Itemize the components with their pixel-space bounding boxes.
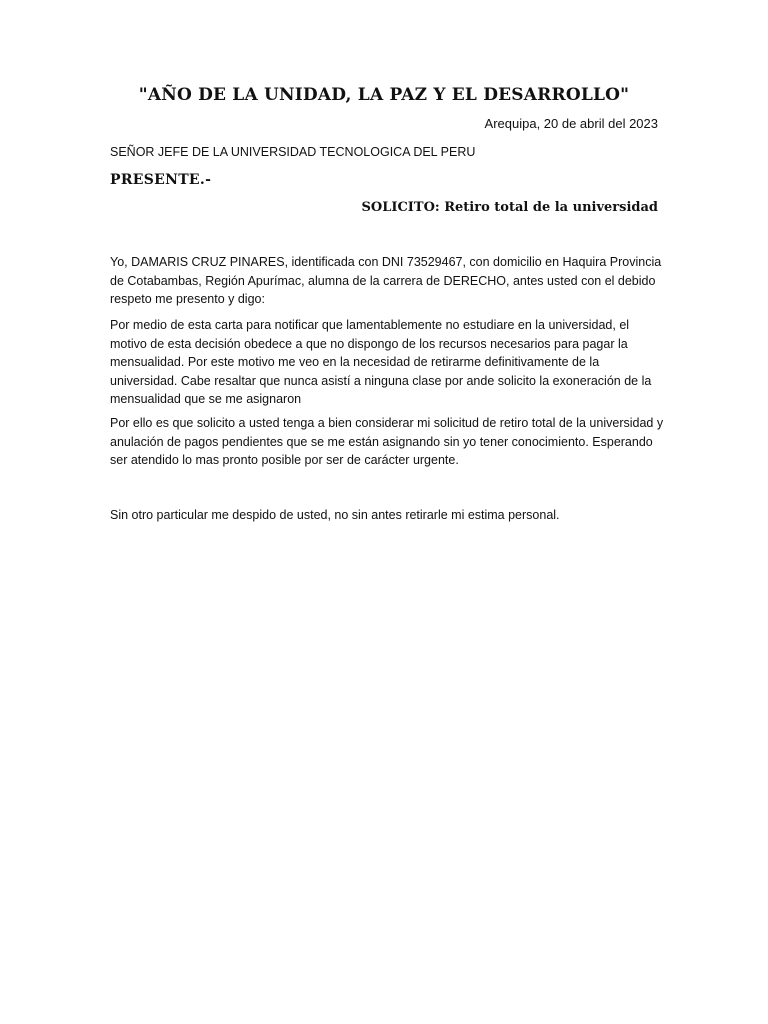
- year-title: "AÑO DE LA UNIDAD, LA PAZ Y EL DESARROLLO": [138, 85, 630, 105]
- subject-line: SOLICITO: Retiro total de la universidad: [361, 200, 658, 215]
- place-date: Arequipa, 20 de abril del 2023: [484, 116, 658, 131]
- presente-heading: PRESENTE.-: [110, 172, 212, 188]
- addressee: SEÑOR JEFE DE LA UNIVERSIDAD TECNOLOGICA DEL PERU: [110, 145, 476, 159]
- paragraph-closing: Sin otro particular me despido de usted, no sin antes retirarle mi estima personal.: [110, 508, 560, 522]
- paragraph-introduction: Yo, DAMARIS CRUZ PINARES, identificada con DNI 73529467, con domicilio en Haquira Provincia de Cotabambas, Región Apurímac, alumna de la carrera de DERECHO, antes usted con el debido respeto me presento y digo:: [110, 255, 662, 306]
- paragraph-request: Por ello es que solicito a usted tenga a bien considerar mi solicitud de retiro total de la universidad y anulación de pagos pendientes que se me están asignando sin yo tener conocimiento. Esperando ser atendido lo mas pronto posible por ser de carácter urgente.: [110, 416, 664, 467]
- paragraph-reason: Por medio de esta carta para notificar que lamentablemente no estudiare en la universidad, el motivo de esta decisión obedece a que no dispongo de los recursos necesarios para pagar la mensualidad. Por este motivo me veo en la necesidad de retirarme definitivamente de la universidad. Cabe resaltar que nunca asistí a ninguna clase por ande solicito la exoneración de la mensualidad que se me asignaron: [110, 318, 652, 406]
